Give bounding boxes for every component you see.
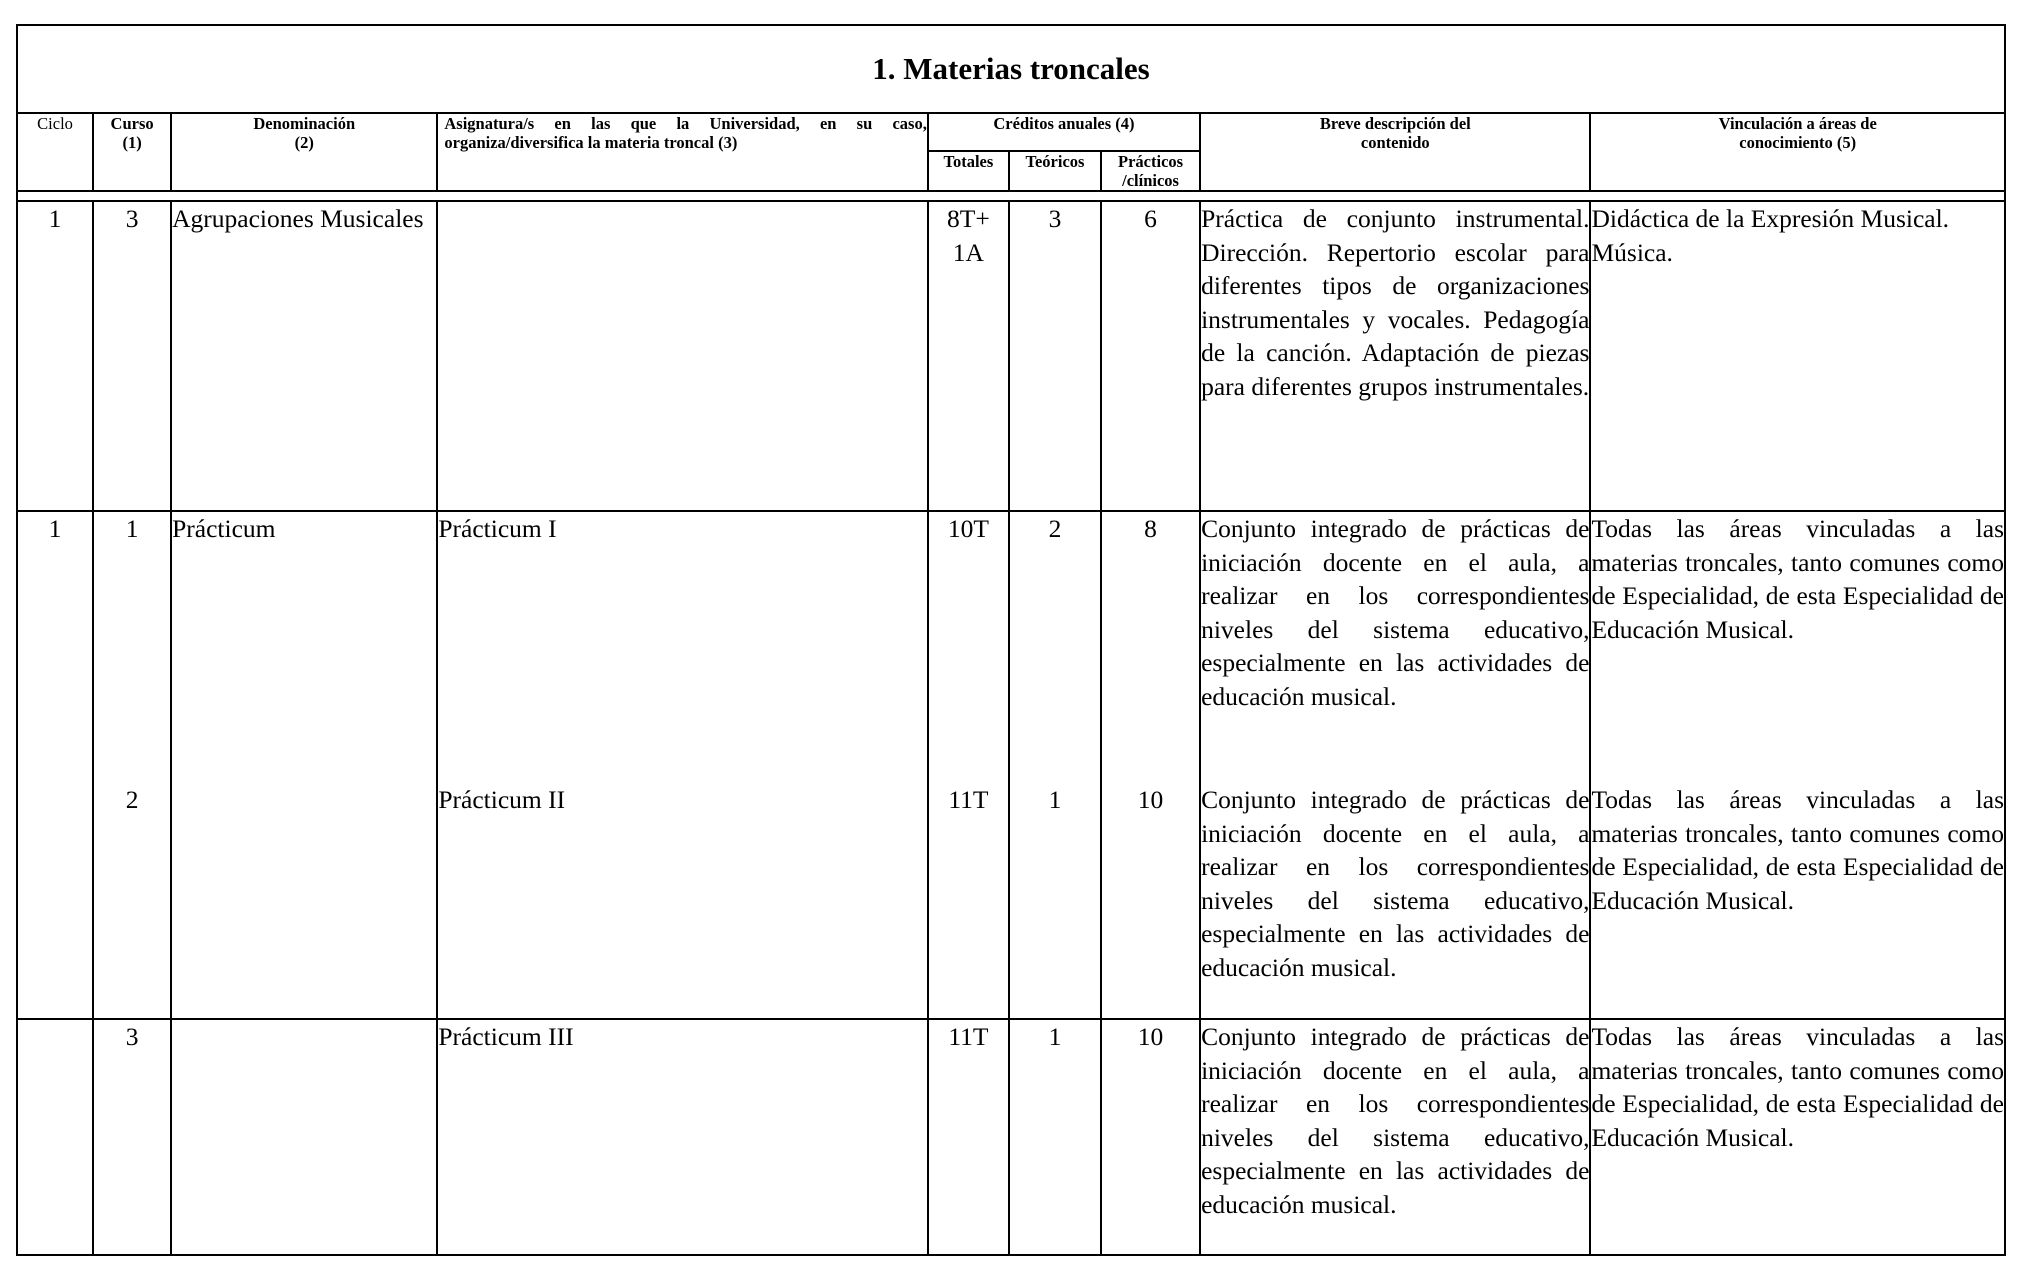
cell-vinculacion: Todas las áreas vinculadas a las materias troncales, tanto comunes como de Especialidad, de esta Especialidad de Educación Musical. — [1590, 511, 2005, 783]
header-asignatura: Asignatura/s en las que la Universidad, en su caso, organiza/diversifica la materia troncal (3) — [437, 113, 927, 191]
cell-totales-text: 8T+ 1A — [947, 204, 990, 267]
cell-practicos: 6 — [1101, 201, 1200, 511]
materias-table — [16, 24, 2006, 1256]
cell-totales: 11T — [928, 1019, 1009, 1255]
spacer-row — [17, 191, 2005, 201]
header-curso — [93, 113, 171, 191]
cell-curso: 3 — [93, 1019, 171, 1255]
table-row — [17, 511, 2005, 783]
cell-teoricos: 2 — [1009, 511, 1101, 783]
cell-curso: 3 — [93, 201, 171, 511]
cell-curso: 1 — [93, 511, 171, 783]
document-page — [16, 24, 2006, 1274]
table-row — [17, 201, 2005, 511]
table-row — [17, 1019, 2005, 1255]
cell-descripcion: Conjunto integrado de prácticas de iniciación docente en el aula, a realizar en los correspondientes niveles del sistema educativo, especialmente en las actividades de educación musical. — [1200, 511, 1590, 783]
table-row — [17, 783, 2005, 1019]
cell-vinculacion — [1590, 201, 2005, 511]
cell-curso: 2 — [93, 783, 171, 1019]
header-vinculacion — [1590, 113, 2005, 191]
cell-asignatura: Prácticum II — [437, 783, 927, 1019]
cell-teoricos: 1 — [1009, 1019, 1101, 1255]
cell-ciclo — [17, 783, 93, 1019]
cell-denominacion: Prácticum — [171, 511, 437, 783]
cell-asignatura: Prácticum I — [437, 511, 927, 783]
cell-vinculacion: Todas las áreas vinculadas a las materias troncales, tanto comunes como de Especialidad, de esta Especialidad de Educación Musical. — [1590, 1019, 2005, 1255]
cell-asignatura — [437, 201, 927, 511]
header-descripcion-text: Breve descripción del contenido — [1319, 114, 1471, 152]
cell-teoricos: 3 — [1009, 201, 1101, 511]
header-denominacion-text: Denominación (2) — [253, 114, 356, 152]
header-descripcion — [1200, 113, 1590, 191]
cell-denominacion: Agrupaciones Musicales — [171, 201, 437, 511]
header-curso-text: Curso (1) — [110, 114, 154, 152]
cell-denominacion — [171, 783, 437, 1019]
cell-denominacion — [171, 1019, 437, 1255]
cell-practicos: 8 — [1101, 511, 1200, 783]
cell-teoricos: 1 — [1009, 783, 1101, 1019]
cell-asignatura: Prácticum III — [437, 1019, 927, 1255]
header-vinculacion-text: Vinculación a áreas de conocimiento (5) — [1718, 114, 1877, 152]
header-teoricos: Teóricos — [1009, 151, 1101, 191]
cell-descripcion: Conjunto integrado de prácticas de iniciación docente en el aula, a realizar en los correspondientes niveles del sistema educativo, especialmente en las actividades de educación musical. — [1200, 1019, 1590, 1255]
cell-ciclo: 1 — [17, 511, 93, 783]
section-title: 1. Materias troncales — [17, 25, 2005, 113]
header-row — [17, 113, 2005, 151]
header-practicos-text: Prácticos /clínicos — [1118, 152, 1184, 190]
cell-descripcion: Conjunto integrado de prácticas de iniciación docente en el aula, a realizar en los correspondientes niveles del sistema educativo, especialmente en las actividades de educación musical. — [1200, 783, 1590, 1019]
header-creditos: Créditos anuales (4) — [928, 113, 1200, 151]
cell-totales: 11T — [928, 783, 1009, 1019]
header-totales: Totales — [928, 151, 1009, 191]
cell-vinculacion: Todas las áreas vinculadas a las materias troncales, tanto comunes como de Especialidad, de esta Especialidad de Educación Musical. — [1590, 783, 2005, 1019]
cell-totales: 10T — [928, 511, 1009, 783]
cell-totales — [928, 201, 1009, 511]
cell-practicos: 10 — [1101, 783, 1200, 1019]
cell-practicos: 10 — [1101, 1019, 1200, 1255]
header-denominacion — [171, 113, 437, 191]
cell-descripcion: Práctica de conjunto instrumental. Dirección. Repertorio escolar para diferentes tipos de organizaciones instrumentales y vocales. Pedagogía de la canción. Adaptación de piezas para diferentes grupos instrumentales. — [1200, 201, 1590, 511]
cell-vinculacion-text: Didáctica de la Expresión Musical. Música. — [1591, 204, 1950, 267]
cell-ciclo — [17, 1019, 93, 1255]
header-ciclo: Ciclo — [17, 113, 93, 191]
cell-ciclo: 1 — [17, 201, 93, 511]
header-practicos — [1101, 151, 1200, 191]
